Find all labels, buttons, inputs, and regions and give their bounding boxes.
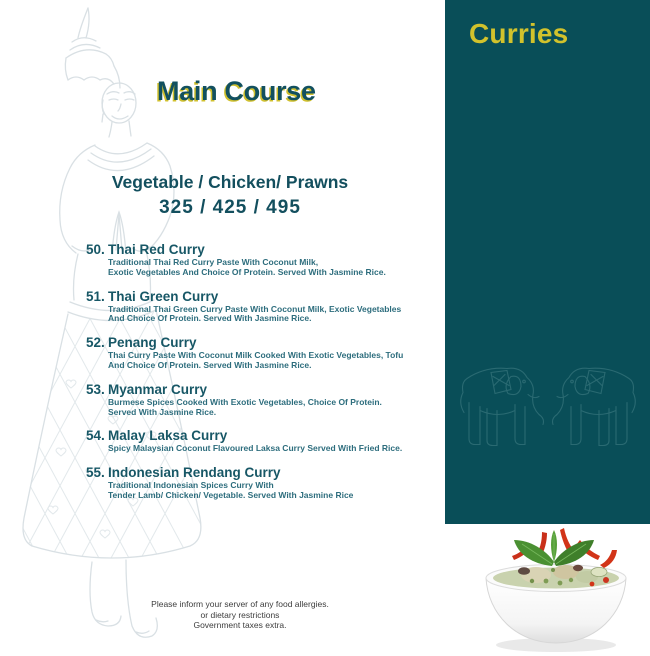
menu-item bbox=[86, 289, 431, 325]
menu-item bbox=[86, 465, 431, 501]
item-name: Penang Curry bbox=[108, 335, 197, 351]
footer-note bbox=[85, 599, 395, 631]
elephants-watermark-icon bbox=[453, 350, 643, 465]
item-name: Indonesian Rendang Curry bbox=[108, 465, 281, 481]
item-number: 50. bbox=[86, 242, 105, 257]
allergy-note: Please inform your server of any food allergies. bbox=[151, 599, 329, 609]
menu-item bbox=[86, 335, 431, 371]
section-title: Curries bbox=[469, 18, 569, 49]
item-number: 54. bbox=[86, 428, 105, 444]
item-description: Traditional Thai Red Curry Paste With Coconut Milk, Exotic Vegetables And Choice Of Protein. Served With Jasmine Rice. bbox=[108, 257, 386, 277]
protein-price-header bbox=[85, 172, 375, 219]
protein-options-line: Vegetable / Chicken/ Prawns bbox=[111, 172, 349, 192]
prices-line: 325 / 425 / 495 bbox=[159, 197, 301, 218]
item-description: Burmese Spices Cooked With Exotic Vegetables, Choice Of Protein. Served With Jasmine Rice. bbox=[108, 396, 382, 417]
item-number: 55. bbox=[86, 465, 105, 481]
item-name: Myanmar Curry bbox=[108, 381, 208, 397]
item-name: Thai Green Curry bbox=[108, 288, 219, 304]
item-number: 52. bbox=[86, 335, 105, 351]
item-number: 51. bbox=[86, 288, 105, 304]
dietary-note: or dietary restrictions bbox=[200, 609, 280, 620]
curries-section-panel bbox=[445, 0, 650, 524]
menu-item bbox=[86, 382, 431, 418]
page-title: Main Course bbox=[157, 76, 316, 106]
item-name: Malay Laksa Curry bbox=[108, 428, 228, 444]
item-description: Traditional Thai Green Curry Paste With Coconut Milk, Exotic Vegetables And Choice Of Protein. Served With Jasmine Rice. bbox=[108, 303, 402, 324]
taxes-note: Government taxes extra. bbox=[193, 620, 287, 630]
menu-item bbox=[86, 242, 431, 278]
basil-leaves bbox=[514, 530, 594, 566]
item-number: 53. bbox=[86, 381, 105, 397]
item-name: Thai Red Curry bbox=[108, 242, 205, 257]
curry-bowl-image bbox=[466, 522, 650, 656]
item-description: Spicy Malaysian Coconut Flavoured Laksa Curry Served With Fried Rice. bbox=[108, 443, 403, 454]
item-description: Thai Curry Paste With Coconut Milk Cooked With Exotic Vegetables, Tofu And Choice Of Protein. Served With Jasmine Rice. bbox=[108, 350, 404, 370]
menu-item-list bbox=[86, 242, 431, 512]
menu-item bbox=[86, 428, 431, 454]
item-description: Traditional Indonesian Spices Curry With Tender Lamb/ Chicken/ Vegetable. Served With Jasmine Rice bbox=[108, 480, 354, 500]
